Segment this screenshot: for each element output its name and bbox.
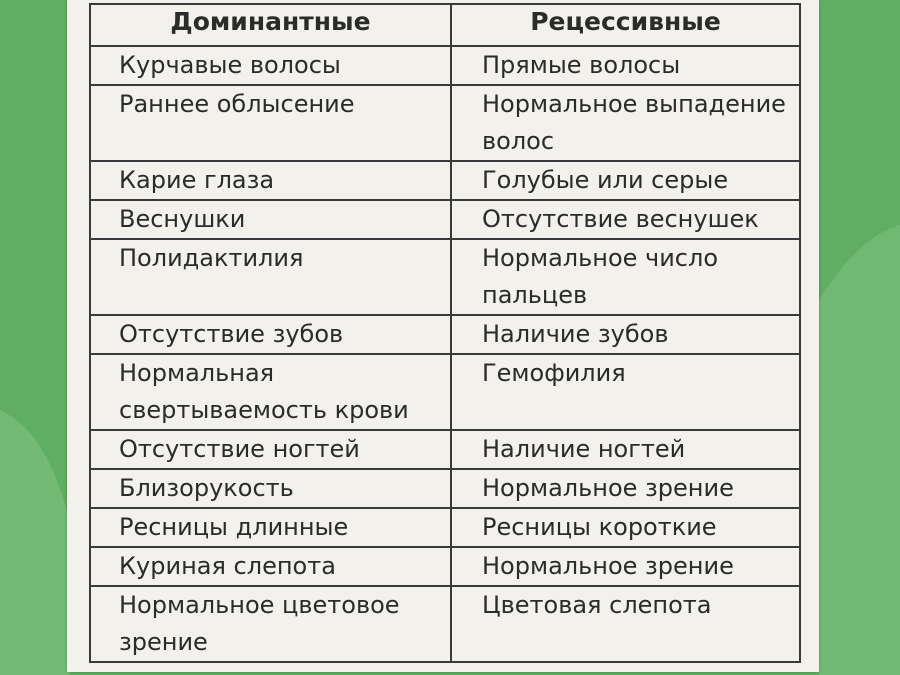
- table-header-row: [90, 4, 800, 46]
- recessive-cell: Наличие зубов: [451, 315, 800, 354]
- dominant-cell: Раннее облысение: [90, 85, 451, 161]
- recessive-cell: Нормальное зрение: [451, 469, 800, 508]
- table-row: [90, 239, 800, 315]
- dominant-cell: Нормальное цветовое зрение: [90, 586, 451, 662]
- recessive-cell: Наличие ногтей: [451, 430, 800, 469]
- dominant-cell: Нормальная свертываемость крови: [90, 354, 451, 430]
- table-row: [90, 200, 800, 239]
- recessive-cell: Ресницы короткие: [451, 508, 800, 547]
- table-row: [90, 469, 800, 508]
- table-row: [90, 547, 800, 586]
- dominant-cell: Курчавые волосы: [90, 46, 451, 85]
- recessive-cell: Гемофилия: [451, 354, 800, 430]
- page-scan: [67, 0, 819, 672]
- dominant-cell: Близорукость: [90, 469, 451, 508]
- recessive-cell: Отсутствие веснушек: [451, 200, 800, 239]
- dominant-cell: Веснушки: [90, 200, 451, 239]
- header-recessive: Рецессивные: [451, 4, 800, 46]
- dominant-cell: Ресницы длинные: [90, 508, 451, 547]
- dominant-cell: Куриная слепота: [90, 547, 451, 586]
- recessive-cell: Прямые волосы: [451, 46, 800, 85]
- table-row: [90, 586, 800, 662]
- table-row: [90, 430, 800, 469]
- recessive-cell: Нормальное выпадение волос: [451, 85, 800, 161]
- table-row: [90, 508, 800, 547]
- header-dominant: Доминантные: [90, 4, 451, 46]
- table-row: [90, 46, 800, 85]
- table-row: [90, 354, 800, 430]
- table-row: [90, 315, 800, 354]
- table-row: [90, 85, 800, 161]
- recessive-cell: Нормальное зрение: [451, 547, 800, 586]
- recessive-cell: Нормальное число пальцев: [451, 239, 800, 315]
- table-row: [90, 161, 800, 200]
- dominant-cell: Карие глаза: [90, 161, 451, 200]
- recessive-cell: Цветовая слепота: [451, 586, 800, 662]
- dominant-cell: Отсутствие зубов: [90, 315, 451, 354]
- dominant-cell: Отсутствие ногтей: [90, 430, 451, 469]
- recessive-cell: Голубые или серые: [451, 161, 800, 200]
- dominant-cell: Полидактилия: [90, 239, 451, 315]
- traits-table: [89, 3, 801, 663]
